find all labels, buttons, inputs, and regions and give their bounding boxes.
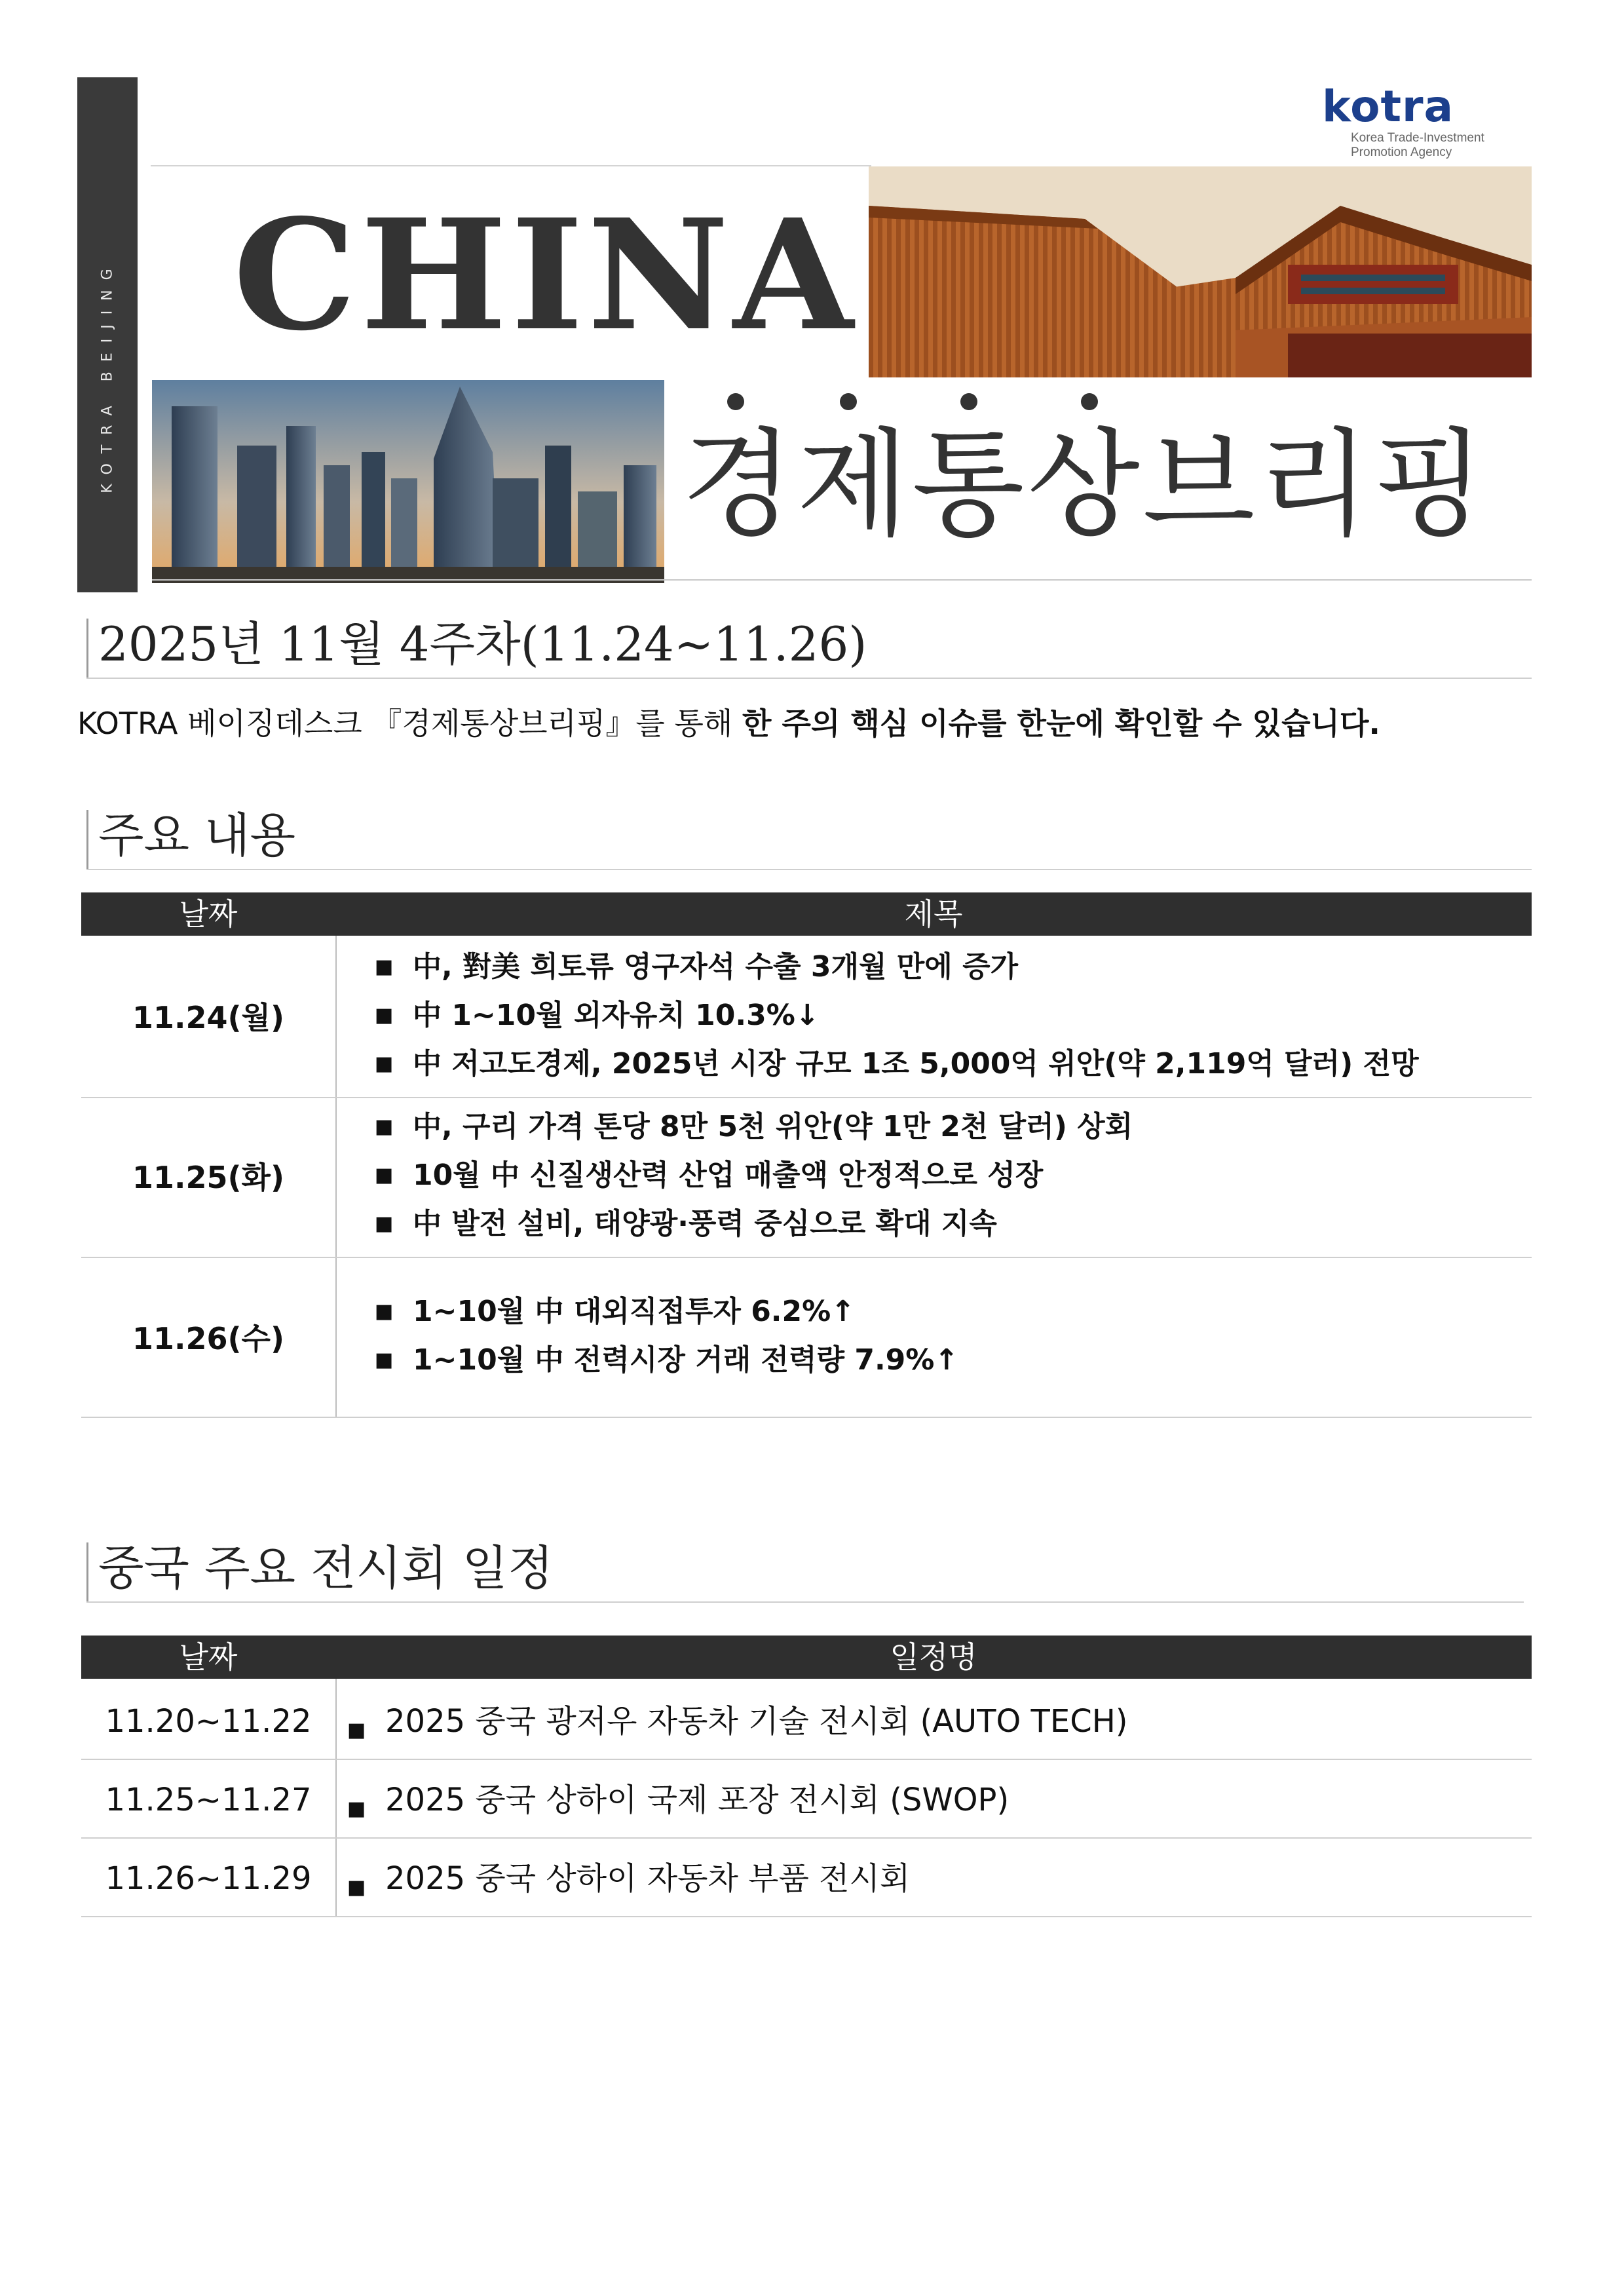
summary-item: ■ 中, 구리 가격 톤당 8만 5천 위안(약 1만 2천 달러) 상회 xyxy=(413,1107,1133,1147)
summary-item: ■ 中 저고도경제, 2025년 시장 규모 1조 5,000억 위안(약 2,119억 달러) 전망 xyxy=(413,1044,1419,1084)
exhibition-name: ■ 2025 중국 광저우 자동차 기술 전시회 (AUTO TECH) xyxy=(385,1700,1128,1743)
col-date-header: 날짜 xyxy=(179,1639,238,1675)
logo-tagline-2: Promotion Agency xyxy=(1351,145,1452,159)
palace-roof-illustration xyxy=(869,166,1532,377)
palace-roof-image xyxy=(869,166,1532,377)
exhibition-date: 11.26~11.29 xyxy=(105,1860,312,1897)
summary-item: ■ 中 발전 설비, 태양광·풍력 중심으로 확대 지속 xyxy=(413,1204,997,1244)
row-divider xyxy=(81,1257,1532,1258)
summary-column-divider xyxy=(335,936,337,1418)
summary-date: 11.26(수) xyxy=(132,1321,284,1356)
col-name-header: 일정명 xyxy=(890,1639,977,1675)
dot xyxy=(1081,393,1098,410)
side-label: KOTRA BEIJING xyxy=(99,259,116,493)
row-divider xyxy=(81,1097,1532,1098)
exhibitions-table-header xyxy=(81,1636,1532,1679)
exhibition-name: ■ 2025 중국 상하이 자동차 부품 전시회 xyxy=(385,1857,910,1900)
heading-accent-bar xyxy=(86,810,88,869)
heading-accent-bar xyxy=(86,619,88,678)
skyline-illustration xyxy=(152,380,664,583)
title-emphasis-dots xyxy=(727,393,1120,413)
summary-item: ■ 中, 對美 희토류 영구자석 수출 3개월 만에 증가 xyxy=(413,947,1018,987)
row-divider xyxy=(81,1837,1532,1839)
exhibition-date: 11.20~11.22 xyxy=(105,1703,312,1740)
banner-title-china: CHINA xyxy=(233,185,858,364)
banner-sidebar xyxy=(77,77,138,592)
summary-item: ■ 10월 中 신질생산력 산업 매출액 안정적으로 성장 xyxy=(413,1156,1043,1195)
summary-item: ■ 1~10월 中 전력시장 거래 전력량 7.9%↑ xyxy=(413,1341,958,1380)
col-date-header: 날짜 xyxy=(179,896,238,932)
intro-lead: KOTRA 베이징데스크 『경제통상브리핑』를 통해 xyxy=(77,706,742,741)
col-title-header: 제목 xyxy=(904,896,963,932)
intro-text xyxy=(77,702,1380,744)
intro-emphasis: 한 주의 핵심 이슈를 한눈에 확인할 수 있습니다. xyxy=(742,706,1380,741)
logo-tagline-1: Korea Trade-Investment xyxy=(1351,131,1484,145)
summary-heading: 주요 내용 xyxy=(98,808,296,863)
banner-bottom-rule xyxy=(152,579,1532,581)
summary-item: ■ 中 1~10월 외자유치 10.3%↓ xyxy=(413,996,820,1035)
exhibitions-column-divider xyxy=(335,1679,337,1917)
banner-title-briefing: 경제통상브리핑 xyxy=(681,417,1488,552)
row-divider xyxy=(81,1417,1532,1418)
summary-date: 11.24(월) xyxy=(132,1000,284,1035)
beijing-skyline-image xyxy=(152,380,664,583)
exhibitions-heading: 중국 주요 전시회 일정 xyxy=(98,1540,554,1596)
kotra-logo xyxy=(1304,81,1533,160)
row-divider xyxy=(81,1916,1532,1917)
logo-wordmark: kotra xyxy=(1322,81,1454,132)
row-divider xyxy=(81,1759,1532,1760)
week-heading: 2025년 11월 4주차(11.24~11.26) xyxy=(98,617,867,672)
summary-heading-rule xyxy=(86,869,1532,870)
dot xyxy=(840,393,857,410)
summary-item: ■ 1~10월 中 대외직접투자 6.2%↑ xyxy=(413,1292,855,1331)
exhibition-date: 11.25~11.27 xyxy=(105,1782,312,1818)
summary-date: 11.25(화) xyxy=(132,1160,284,1195)
banner-top-rule xyxy=(151,165,871,166)
dot xyxy=(727,393,744,410)
dot xyxy=(960,393,977,410)
week-heading-rule xyxy=(86,678,1532,679)
summary-table-header xyxy=(81,892,1532,936)
exhibitions-heading-rule xyxy=(86,1601,1524,1603)
heading-accent-bar xyxy=(86,1542,88,1601)
exhibition-name: ■ 2025 중국 상하이 국제 포장 전시회 (SWOP) xyxy=(385,1778,1009,1822)
